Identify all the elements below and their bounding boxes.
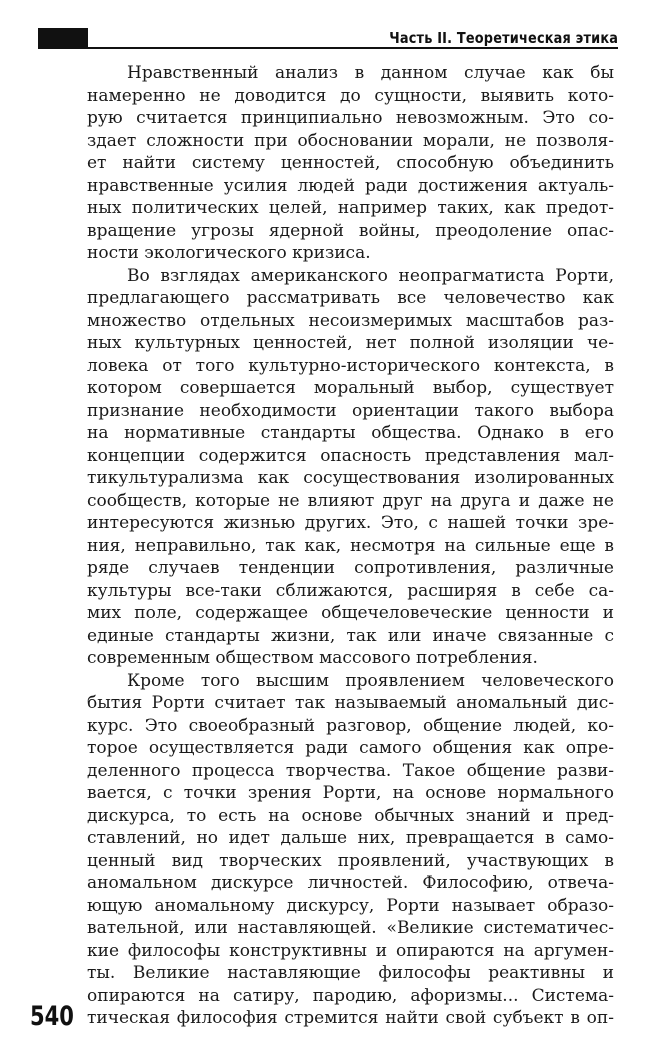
text-line: вается, с точки зрения Рорти, на основе нормального (87, 783, 614, 803)
text-line: здает сложности при обосновании морали, не позволя- (87, 130, 614, 151)
text-line: вательной, или наставляющей. «Великие систематичес- (87, 918, 614, 938)
text-line: ряде случаев тенденции сопротивления, различные (87, 558, 614, 578)
text-line: кие философы конструктивны и опираются на аргумен- (87, 940, 614, 961)
text-line: ет найти систему ценностей, способную объединить (87, 153, 614, 173)
page-number: 540 (30, 1001, 74, 1032)
paragraph (87, 265, 614, 670)
text-line: тикультурализма как сосуществования изолированных (87, 468, 614, 488)
text-line: деленного процесса творчества. Такое общение разви- (87, 760, 614, 781)
text-line: единые стандарты жизни, так или иначе связанные с (87, 625, 614, 646)
text-line: концепции содержится опасность представления мал- (87, 445, 614, 466)
body-text (87, 62, 614, 1030)
paragraph (87, 62, 614, 265)
header-title: Часть II. Теоретическая этика (389, 29, 618, 47)
text-line: тическая философия стремится найти свой субъект в оп- (87, 1008, 614, 1028)
header-rule (38, 47, 618, 49)
text-line: ных культурных ценностей, нет полной изоляции че- (87, 333, 614, 353)
text-line: Во взглядах американского неопрагматиста Рорти, (127, 265, 614, 286)
text-line: признание необходимости ориентации такого выбора (87, 400, 614, 421)
paragraph (87, 670, 614, 1030)
text-line: аномальном дискурсе личностей. Философию, отвеча- (87, 873, 614, 893)
text-line: рую считается принципиально невозможным. Это со- (87, 108, 614, 128)
text-line: курс. Это своеобразный разговор, общение людей, ко- (87, 715, 614, 736)
text-line: ценный вид творческих проявлений, участвующих в (87, 850, 614, 871)
text-line: множество отдельных несоизмеримых масштабов раз- (87, 310, 614, 331)
text-line: ния, неправильно, так как, несмотря на сильные еще в (87, 535, 614, 556)
text-line: сообществ, которые не влияют друг на друга и даже не (87, 490, 614, 511)
text-line: ющую аномальному дискурсу, Рорти называет образо- (87, 895, 614, 916)
text-line: вращение угрозы ядерной войны, преодоление опас- (87, 220, 614, 241)
text-line: котором совершается моральный выбор, существует (87, 378, 614, 398)
text-line: нравственные усилия людей ради достижения актуаль- (87, 175, 614, 196)
text-line: интересуются жизнью других. Это, с нашей точки зре- (87, 513, 614, 533)
text-line: ловека от того культурно-исторического контекста, в (87, 355, 614, 376)
running-header (38, 24, 618, 48)
text-line: мих поле, содержащее общечеловеческие ценности и (87, 603, 614, 623)
text-line: Нравственный анализ в данном случае как бы (127, 63, 614, 83)
text-line: на нормативные стандарты общества. Однако в его (87, 423, 614, 443)
text-line: дискурса, то есть на основе обычных знаний и пред- (87, 805, 614, 826)
text-line: ности экологического кризиса. (87, 243, 371, 263)
text-line: опираются на сатиру, пародию, афоризмы... Система- (87, 985, 614, 1006)
text-line: ты. Великие наставляющие философы реактивны и (87, 963, 614, 983)
text-line: современным обществом массового потребления. (87, 648, 538, 668)
text-line: торое осуществляется ради самого общения как опре- (87, 738, 614, 758)
text-line: Кроме того высшим проявлением человеческого (127, 670, 614, 691)
header-black-bar (38, 28, 88, 48)
text-line: ных политических целей, например таких, как предот- (87, 198, 614, 218)
text-line: ставлений, но идет дальше них, превращается в само- (87, 828, 614, 848)
text-line: культуры все-таки сближаются, расширяя в себе са- (87, 580, 614, 601)
text-line: намеренно не доводится до сущности, выявить кото- (87, 85, 614, 106)
text-line: бытия Рорти считает так называемый аномальный дис- (87, 693, 614, 713)
text-line: предлагающего рассматривать все человечество как (87, 288, 614, 308)
